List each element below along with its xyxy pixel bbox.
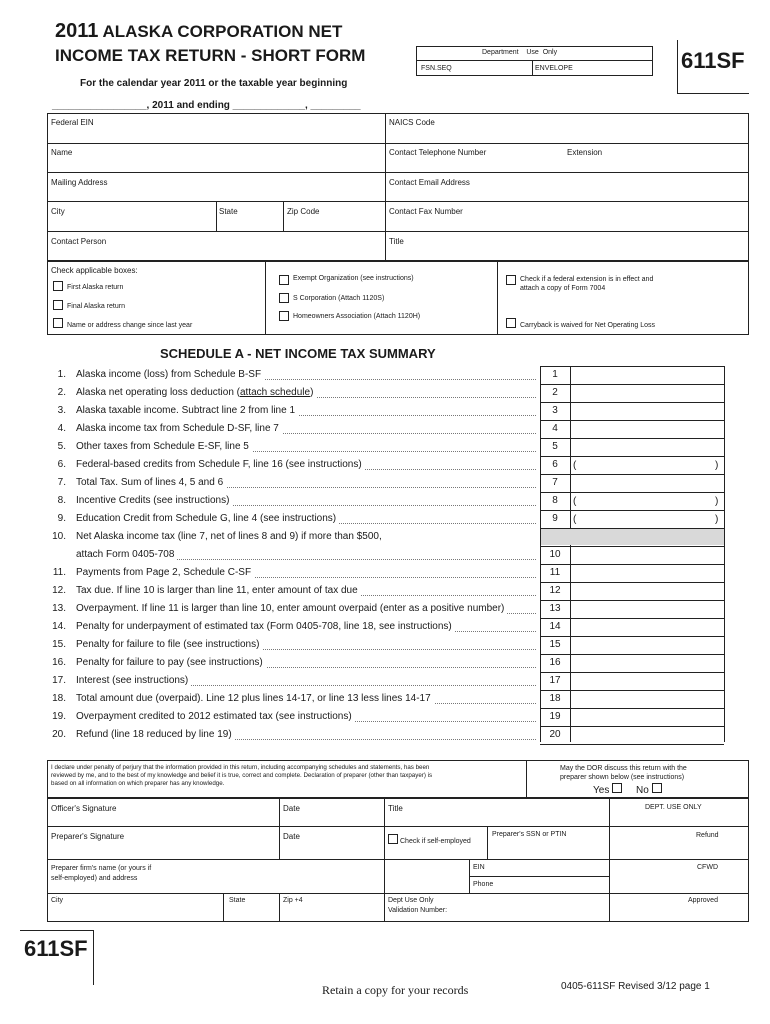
amount-row-divider bbox=[540, 708, 724, 709]
tax-year: 2011 bbox=[55, 20, 99, 42]
line-box-number: 14 bbox=[549, 621, 561, 632]
yes-label: Yes bbox=[593, 785, 610, 796]
line-amount-input[interactable] bbox=[571, 600, 724, 617]
line-box-number: 9 bbox=[552, 513, 558, 524]
line-number: 4. bbox=[57, 423, 66, 434]
taxable-period-line: _________________, 2011 and ending _____________, _________ bbox=[52, 100, 361, 111]
check-boxes-heading: Check applicable boxes: bbox=[51, 266, 138, 275]
zip-code-field[interactable]: Zip Code bbox=[287, 207, 320, 216]
line-description: attach Form 0405-708 bbox=[76, 549, 177, 560]
schedule-a-line bbox=[0, 402, 770, 420]
line-amount-input[interactable] bbox=[571, 510, 724, 527]
amount-row-divider bbox=[540, 636, 724, 637]
line-description: Total Tax. Sum of lines 4, 5 and 6 bbox=[76, 477, 226, 488]
amount-row-divider bbox=[540, 456, 724, 457]
final-return-label: Final Alaska return bbox=[67, 303, 125, 310]
line-description: Tax due. If line 10 is larger than line 11, enter amount of tax due bbox=[76, 585, 361, 596]
schedule-a-line bbox=[0, 528, 770, 546]
city-field[interactable]: City bbox=[51, 207, 65, 216]
dept-use-only-label: DEPT. USE ONLY bbox=[645, 804, 702, 811]
s-corp-label: S Corporation (Attach 1120S) bbox=[293, 295, 385, 302]
schedule-a-line bbox=[0, 600, 770, 618]
naics-code-field[interactable]: NAICS Code bbox=[389, 118, 435, 127]
line-description: Overpayment. If line 11 is larger than line 10, enter amount overpaid (enter as a positive number) bbox=[76, 603, 507, 614]
line-number: 18. bbox=[52, 693, 66, 704]
line-number: 2. bbox=[57, 387, 66, 398]
schedule-a-line bbox=[0, 618, 770, 636]
schedule-a-line bbox=[0, 546, 770, 564]
line-amount-input[interactable] bbox=[571, 546, 724, 563]
cfwd-label: CFWD bbox=[697, 864, 718, 871]
no-label: No bbox=[636, 785, 649, 796]
amount-row-divider bbox=[540, 546, 724, 547]
schedule-a-line bbox=[0, 384, 770, 402]
line-amount-input[interactable] bbox=[571, 708, 724, 725]
title-field[interactable]: Title bbox=[389, 237, 404, 246]
line-box-number: 13 bbox=[549, 603, 561, 614]
form-title-text: ALASKA CORPORATION NET bbox=[102, 22, 343, 41]
line-number: 16. bbox=[52, 657, 66, 668]
line-number: 9. bbox=[57, 513, 66, 524]
preparer-state-field[interactable]: State bbox=[229, 897, 246, 904]
line-box-number: 1 bbox=[552, 369, 558, 380]
line-box-number: 20 bbox=[549, 729, 561, 740]
line-box-number: 4 bbox=[552, 423, 558, 434]
line-number: 12. bbox=[52, 585, 66, 596]
name-field[interactable]: Name bbox=[51, 148, 73, 157]
homeowners-label: Homeowners Association (Attach 1120H) bbox=[293, 313, 421, 320]
line-amount-input[interactable] bbox=[571, 618, 724, 635]
line-description: Alaska income (loss) from Schedule B-SF bbox=[76, 369, 264, 380]
line-amount-input[interactable] bbox=[571, 564, 724, 581]
line-6-close-paren: ) bbox=[715, 460, 719, 471]
line-box-number: 18 bbox=[549, 693, 561, 704]
extension-field[interactable]: Extension bbox=[567, 148, 603, 157]
line-description: Penalty for underpayment of estimated tax (Form 0405-708, line 18, see instructions) bbox=[76, 621, 455, 632]
line-number: 3. bbox=[57, 405, 66, 416]
line-amount-input[interactable] bbox=[571, 438, 724, 455]
line-number: 19. bbox=[52, 711, 66, 722]
line-amount-input[interactable] bbox=[571, 582, 724, 599]
state-field[interactable]: State bbox=[219, 207, 238, 216]
preparer-ein-field[interactable]: EIN bbox=[473, 864, 485, 871]
carryback-waived-label: Carryback is waived for Net Operating Loss bbox=[520, 322, 655, 329]
line-box-number: 3 bbox=[552, 405, 558, 416]
exempt-org-checkbox[interactable] bbox=[279, 275, 289, 285]
amount-row-divider bbox=[540, 600, 724, 601]
line-amount-input[interactable] bbox=[571, 456, 724, 473]
amount-row-divider bbox=[540, 384, 724, 385]
retain-copy-note: Retain a copy for your records bbox=[322, 983, 469, 997]
line-number: 7. bbox=[57, 477, 66, 488]
preparer-phone-field[interactable]: Phone bbox=[473, 881, 494, 888]
line-number: 14. bbox=[52, 621, 66, 632]
schedule-a-line bbox=[0, 474, 770, 492]
preparer-city-field[interactable]: City bbox=[51, 897, 64, 904]
amount-row-divider bbox=[540, 672, 724, 673]
line-description: Refund (line 18 reduced by line 19) bbox=[76, 729, 235, 740]
line-box-number: 19 bbox=[549, 711, 561, 722]
amount-row-divider bbox=[540, 366, 724, 367]
line-box-number: 10 bbox=[549, 549, 561, 560]
amount-row-divider bbox=[540, 690, 724, 691]
line-number: 1. bbox=[57, 369, 66, 380]
schedule-a-line bbox=[0, 726, 770, 744]
preparer-date-field[interactable]: Date bbox=[283, 832, 300, 841]
schedule-a-line bbox=[0, 420, 770, 438]
amount-row-divider bbox=[540, 474, 724, 475]
line-amount-input[interactable] bbox=[571, 636, 724, 653]
line-description: Alaska net operating loss deduction (attach schedule) bbox=[76, 387, 316, 398]
amount-row-divider bbox=[540, 744, 724, 745]
form-revision: 0405-611SF Revised 3/12 page 1 bbox=[561, 981, 710, 992]
line-box-number: 8 bbox=[552, 495, 558, 506]
line-9-close-paren: ) bbox=[715, 514, 719, 525]
preparer-firm-label-2: self-employed) and address bbox=[51, 875, 138, 882]
line-number: 20. bbox=[52, 729, 66, 740]
federal-extension-checkbox[interactable] bbox=[506, 275, 516, 285]
form-code-top: 611SF bbox=[681, 48, 745, 73]
schedule-a-line bbox=[0, 564, 770, 582]
line-amount-input[interactable] bbox=[571, 366, 724, 383]
line-amount-input[interactable] bbox=[571, 402, 724, 419]
line-amount-input[interactable] bbox=[571, 474, 724, 491]
dept-use-only-label-2: Dept Use Only bbox=[388, 897, 434, 904]
preparer-zip4-field[interactable]: Zip +4 bbox=[283, 897, 303, 904]
line-description: Penalty for failure to file (see instructions) bbox=[76, 639, 262, 650]
amount-row-divider bbox=[540, 582, 724, 583]
refund-label: Refund bbox=[696, 832, 719, 839]
line-number: 6. bbox=[57, 459, 66, 470]
line-description: Overpayment credited to 2012 estimated tax (see instructions) bbox=[76, 711, 355, 722]
line-6-open-paren: ( bbox=[573, 460, 577, 471]
line-description: Federal-based credits from Schedule F, line 16 (see instructions) bbox=[76, 459, 365, 470]
line-box-number: 11 bbox=[549, 567, 561, 578]
line-box-number: 17 bbox=[549, 675, 561, 686]
amount-row-divider bbox=[540, 654, 724, 655]
schedule-a-line bbox=[0, 438, 770, 456]
line-number: 5. bbox=[57, 441, 66, 452]
schedule-a-line bbox=[0, 654, 770, 672]
schedule-a-line bbox=[0, 708, 770, 726]
exempt-org-label: Exempt Organization (see instructions) bbox=[293, 275, 414, 282]
schedule-a-line bbox=[0, 456, 770, 474]
amount-row-divider bbox=[540, 492, 724, 493]
homeowners-checkbox[interactable] bbox=[279, 311, 289, 321]
line-number: 17. bbox=[52, 675, 66, 686]
form-code-bottom: 611SF bbox=[24, 936, 88, 961]
calendar-year-line: For the calendar year 2011 or the taxable year beginning bbox=[80, 78, 348, 89]
schedule-a-title: SCHEDULE A - NET INCOME TAX SUMMARY bbox=[160, 346, 436, 361]
amount-row-divider bbox=[540, 564, 724, 565]
carryback-waived-checkbox[interactable] bbox=[506, 318, 516, 328]
fsn-seq-label: FSN.SEQ bbox=[421, 65, 452, 72]
dor-discuss-line-1: May the DOR discuss this return with the bbox=[560, 765, 687, 772]
amount-row-divider bbox=[540, 528, 724, 529]
declaration-line-3: based on all information on which preparer has any knowledge. bbox=[51, 780, 225, 787]
amount-row-divider bbox=[540, 420, 724, 421]
officer-date-field[interactable]: Date bbox=[283, 804, 300, 813]
officer-title-field[interactable]: Title bbox=[388, 804, 403, 813]
line-box-number: 7 bbox=[552, 477, 558, 488]
line-amount-input[interactable] bbox=[571, 654, 724, 671]
contact-phone-field[interactable]: Contact Telephone Number bbox=[389, 148, 487, 157]
schedule-a-line bbox=[0, 510, 770, 528]
schedule-a-line bbox=[0, 582, 770, 600]
schedule-a-line bbox=[0, 690, 770, 708]
mailing-address-field[interactable]: Mailing Address bbox=[51, 178, 108, 187]
final-return-checkbox[interactable] bbox=[53, 300, 63, 310]
line-description: Payments from Page 2, Schedule C-SF bbox=[76, 567, 254, 578]
preparer-signature-field[interactable]: Preparer's Signature bbox=[51, 832, 125, 841]
line-amount-input[interactable] bbox=[571, 384, 724, 401]
first-return-label: First Alaska return bbox=[67, 284, 124, 291]
declaration-line-1: I declare under penalty of perjury that the information provided in this return, including accompanying schedules and statements, has been bbox=[51, 764, 430, 771]
form-title-line1 bbox=[55, 20, 342, 43]
line-amount-input[interactable] bbox=[571, 420, 724, 437]
line-box-number: 12 bbox=[549, 585, 561, 596]
line-9-open-paren: ( bbox=[573, 514, 577, 525]
line-number: 15. bbox=[52, 639, 66, 650]
line-amount-input[interactable] bbox=[571, 690, 724, 707]
dor-discuss-line-2: preparer shown below (see instructions) bbox=[560, 774, 685, 781]
line-number: 11. bbox=[52, 567, 66, 578]
self-employed-label: Check if self-employed bbox=[400, 838, 471, 845]
approved-label: Approved bbox=[688, 897, 718, 904]
federal-extension-label-2: attach a copy of Form 7004 bbox=[520, 285, 606, 292]
amount-row-divider bbox=[540, 510, 724, 511]
contact-fax-field[interactable]: Contact Fax Number bbox=[389, 207, 463, 216]
line-box-number: 16 bbox=[549, 657, 561, 668]
line-8-close-paren: ) bbox=[715, 496, 719, 507]
name-change-checkbox[interactable] bbox=[53, 318, 63, 328]
s-corp-checkbox[interactable] bbox=[279, 293, 289, 303]
first-return-checkbox[interactable] bbox=[53, 281, 63, 291]
yes-checkbox[interactable] bbox=[612, 783, 622, 793]
schedule-a-line bbox=[0, 672, 770, 690]
line-box-number: 5 bbox=[552, 441, 558, 452]
line-box-number: 15 bbox=[549, 639, 561, 650]
no-checkbox[interactable] bbox=[652, 783, 662, 793]
schedule-a-line bbox=[0, 636, 770, 654]
line-description: Total amount due (overpaid). Line 12 plus lines 14-17, or line 13 less lines 14-17 bbox=[76, 693, 434, 704]
declaration-line-2: reviewed by me, and to the best of my knowledge and belief it is true, correct and complete. Declaration of preparer (other than taxpayer) is bbox=[51, 772, 433, 779]
amount-row-divider bbox=[540, 726, 724, 727]
line-number: 10. bbox=[52, 531, 66, 542]
line-description: Other taxes from Schedule E-SF, line 5 bbox=[76, 441, 252, 452]
schedule-a-line bbox=[0, 492, 770, 510]
line-amount-input[interactable] bbox=[571, 672, 724, 689]
envelope-label: ENVELOPE bbox=[535, 65, 573, 72]
federal-ein-field[interactable]: Federal EIN bbox=[51, 118, 94, 127]
line-description: Incentive Credits (see instructions) bbox=[76, 495, 232, 506]
line-amount-input[interactable] bbox=[571, 492, 724, 509]
contact-email-field[interactable]: Contact Email Address bbox=[389, 178, 470, 187]
line-description: Education Credit from Schedule G, line 4 (see instructions) bbox=[76, 513, 339, 524]
amount-row-divider bbox=[540, 438, 724, 439]
line-description: Interest (see instructions) bbox=[76, 675, 191, 686]
form-title-line2: INCOME TAX RETURN - SHORT FORM bbox=[55, 46, 366, 65]
line-box-number: 2 bbox=[552, 387, 558, 398]
self-employed-checkbox[interactable] bbox=[388, 834, 398, 844]
line-8-open-paren: ( bbox=[573, 496, 577, 507]
line-number: 8. bbox=[57, 495, 66, 506]
validation-number-label: Validation Number: bbox=[388, 907, 448, 914]
name-change-label: Name or address change since last year bbox=[67, 322, 193, 329]
officer-signature-field[interactable]: Officer's Signature bbox=[51, 804, 117, 813]
federal-extension-label-1: Check if a federal extension is in effect and bbox=[520, 276, 654, 283]
department-use-title: Department Use Only bbox=[482, 49, 558, 56]
line-description: Penalty for failure to pay (see instructions) bbox=[76, 657, 266, 668]
line-description: Net Alaska income tax (line 7, net of lines 8 and 9) if more than $500, bbox=[76, 531, 385, 542]
amount-row-divider bbox=[540, 402, 724, 403]
line-box-number: 6 bbox=[552, 459, 558, 470]
preparer-ssn-ptin-field[interactable]: Preparer's SSN or PTIN bbox=[492, 831, 567, 838]
line-description: Alaska income tax from Schedule D-SF, line 7 bbox=[76, 423, 282, 434]
amount-row-divider bbox=[540, 618, 724, 619]
preparer-firm-label-1[interactable]: Preparer firm's name (or yours if bbox=[51, 865, 152, 872]
line-amount-input[interactable] bbox=[571, 726, 724, 743]
contact-person-field[interactable]: Contact Person bbox=[51, 237, 107, 246]
line-description: Alaska taxable income. Subtract line 2 from line 1 bbox=[76, 405, 298, 416]
line-number: 13. bbox=[52, 603, 66, 614]
schedule-a-line bbox=[0, 366, 770, 384]
